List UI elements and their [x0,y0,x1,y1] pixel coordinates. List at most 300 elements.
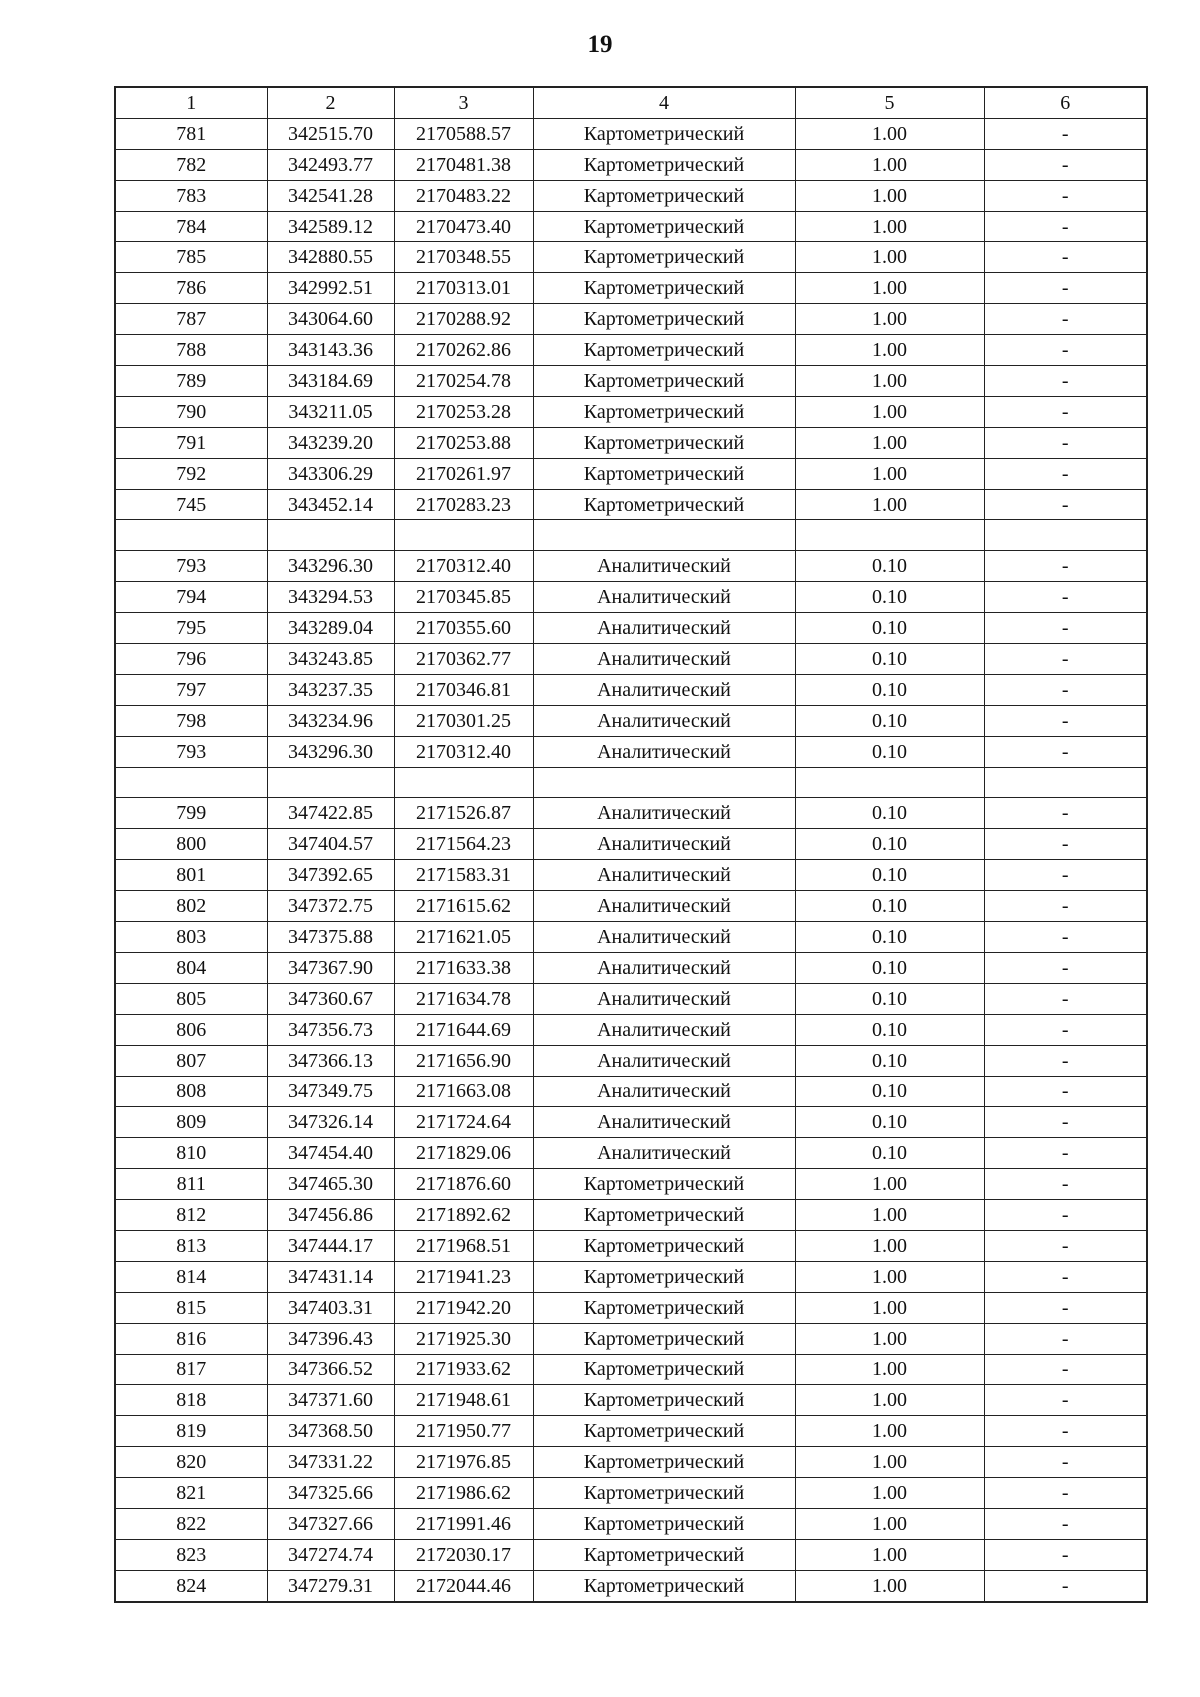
note-cell: - [984,1261,1147,1292]
y-coordinate-cell: 2170313.01 [394,273,533,304]
note-cell: - [984,1354,1147,1385]
point-number-cell: 798 [115,705,267,736]
note-cell: - [984,922,1147,953]
accuracy-cell: 1.00 [795,1323,984,1354]
note-cell: - [984,644,1147,675]
note-cell: - [984,1200,1147,1231]
table-row [115,520,1147,551]
x-coordinate-cell: 347396.43 [267,1323,394,1354]
note-cell: - [984,1076,1147,1107]
method-cell: Картометрический [533,1354,795,1385]
accuracy-cell: 1.00 [795,1570,984,1601]
x-coordinate-cell: 347422.85 [267,798,394,829]
y-coordinate-cell: 2170312.40 [394,551,533,582]
note-cell: - [984,1138,1147,1169]
note-cell: - [984,1107,1147,1138]
x-coordinate-cell: 347331.22 [267,1447,394,1478]
accuracy-cell: 0.10 [795,860,984,891]
method-cell: Картометрический [533,149,795,180]
accuracy-cell [795,767,984,798]
table-header-row [115,87,1147,118]
method-cell: Картометрический [533,335,795,366]
point-number-cell: 787 [115,304,267,335]
y-coordinate-cell: 2171621.05 [394,922,533,953]
accuracy-cell: 1.00 [795,1385,984,1416]
note-cell: - [984,1385,1147,1416]
y-coordinate-cell: 2171948.61 [394,1385,533,1416]
note-cell [984,767,1147,798]
method-cell: Картометрический [533,1508,795,1539]
note-cell: - [984,1416,1147,1447]
method-cell: Аналитический [533,1107,795,1138]
y-coordinate-cell: 2172030.17 [394,1539,533,1570]
x-coordinate-cell: 343296.30 [267,551,394,582]
note-cell: - [984,1447,1147,1478]
table-row [115,860,1147,891]
x-coordinate-cell: 343243.85 [267,644,394,675]
x-coordinate-cell: 347326.14 [267,1107,394,1138]
y-coordinate-cell [394,767,533,798]
point-number-cell: 816 [115,1323,267,1354]
x-coordinate-cell: 342992.51 [267,273,394,304]
y-coordinate-cell: 2171526.87 [394,798,533,829]
table-row [115,211,1147,242]
table-row [115,366,1147,397]
y-coordinate-cell: 2171615.62 [394,891,533,922]
y-coordinate-cell: 2171986.62 [394,1478,533,1509]
note-cell: - [984,304,1147,335]
accuracy-cell: 0.10 [795,736,984,767]
point-number-cell: 791 [115,427,267,458]
x-coordinate-cell: 343143.36 [267,335,394,366]
point-number-cell: 796 [115,644,267,675]
table-row [115,829,1147,860]
y-coordinate-cell: 2170253.88 [394,427,533,458]
point-number-cell [115,520,267,551]
y-coordinate-cell: 2171941.23 [394,1261,533,1292]
note-cell: - [984,1292,1147,1323]
accuracy-cell: 1.00 [795,242,984,273]
point-number-cell: 806 [115,1014,267,1045]
point-number-cell: 800 [115,829,267,860]
point-number-cell: 785 [115,242,267,273]
table-row [115,1447,1147,1478]
accuracy-cell: 1.00 [795,118,984,149]
note-cell: - [984,613,1147,644]
method-cell: Аналитический [533,644,795,675]
y-coordinate-cell: 2170345.85 [394,582,533,613]
method-cell: Аналитический [533,1138,795,1169]
y-coordinate-cell: 2171876.60 [394,1169,533,1200]
point-number-cell: 788 [115,335,267,366]
accuracy-cell: 0.10 [795,1138,984,1169]
point-number-cell [115,767,267,798]
x-coordinate-cell: 347454.40 [267,1138,394,1169]
method-cell: Картометрический [533,180,795,211]
note-cell: - [984,427,1147,458]
accuracy-cell: 1.00 [795,273,984,304]
accuracy-cell: 0.10 [795,705,984,736]
table-row [115,335,1147,366]
note-cell: - [984,891,1147,922]
point-number-cell: 794 [115,582,267,613]
accuracy-cell: 1.00 [795,211,984,242]
table-row [115,922,1147,953]
note-cell: - [984,396,1147,427]
point-number-cell: 820 [115,1447,267,1478]
y-coordinate-cell: 2171933.62 [394,1354,533,1385]
method-cell: Аналитический [533,1076,795,1107]
x-coordinate-cell: 347274.74 [267,1539,394,1570]
table-row [115,1014,1147,1045]
accuracy-cell: 1.00 [795,180,984,211]
accuracy-cell: 0.10 [795,952,984,983]
accuracy-cell: 0.10 [795,551,984,582]
method-cell: Аналитический [533,952,795,983]
point-number-cell: 807 [115,1045,267,1076]
accuracy-cell: 0.10 [795,891,984,922]
column-header: 2 [267,87,394,118]
x-coordinate-cell: 347366.52 [267,1354,394,1385]
method-cell: Картометрический [533,1323,795,1354]
note-cell: - [984,180,1147,211]
point-number-cell: 797 [115,674,267,705]
method-cell: Аналитический [533,983,795,1014]
method-cell: Картометрический [533,396,795,427]
y-coordinate-cell: 2170253.28 [394,396,533,427]
table-row [115,1107,1147,1138]
table-row [115,1323,1147,1354]
table-row [115,613,1147,644]
table-row [115,1539,1147,1570]
accuracy-cell: 0.10 [795,798,984,829]
note-cell: - [984,1570,1147,1601]
point-number-cell: 821 [115,1478,267,1509]
table-row [115,1570,1147,1601]
point-number-cell: 805 [115,983,267,1014]
note-cell: - [984,1539,1147,1570]
table-row [115,1045,1147,1076]
point-number-cell: 781 [115,118,267,149]
note-cell: - [984,149,1147,180]
point-number-cell: 795 [115,613,267,644]
column-header: 6 [984,87,1147,118]
y-coordinate-cell: 2170348.55 [394,242,533,273]
method-cell: Картометрический [533,242,795,273]
note-cell: - [984,366,1147,397]
point-number-cell: 804 [115,952,267,983]
point-number-cell: 782 [115,149,267,180]
x-coordinate-cell: 347366.13 [267,1045,394,1076]
y-coordinate-cell: 2170481.38 [394,149,533,180]
y-coordinate-cell: 2171942.20 [394,1292,533,1323]
note-cell: - [984,983,1147,1014]
y-coordinate-cell: 2171656.90 [394,1045,533,1076]
accuracy-cell: 0.10 [795,983,984,1014]
note-cell: - [984,1508,1147,1539]
x-coordinate-cell: 343184.69 [267,366,394,397]
y-coordinate-cell: 2170588.57 [394,118,533,149]
point-number-cell: 815 [115,1292,267,1323]
point-number-cell: 817 [115,1354,267,1385]
accuracy-cell: 1.00 [795,1416,984,1447]
table-body [115,118,1147,1601]
table-row [115,1478,1147,1509]
table-row [115,1292,1147,1323]
method-cell: Картометрический [533,304,795,335]
x-coordinate-cell: 343306.29 [267,458,394,489]
method-cell: Картометрический [533,366,795,397]
x-coordinate-cell: 343237.35 [267,674,394,705]
x-coordinate-cell: 347375.88 [267,922,394,953]
accuracy-cell: 1.00 [795,427,984,458]
note-cell: - [984,860,1147,891]
table-row [115,705,1147,736]
x-coordinate-cell: 347356.73 [267,1014,394,1045]
table-row [115,1200,1147,1231]
y-coordinate-cell: 2171950.77 [394,1416,533,1447]
table-row [115,582,1147,613]
table-row [115,1230,1147,1261]
table-row [115,427,1147,458]
table-row [115,458,1147,489]
point-number-cell: 814 [115,1261,267,1292]
x-coordinate-cell: 342880.55 [267,242,394,273]
y-coordinate-cell: 2172044.46 [394,1570,533,1601]
y-coordinate-cell: 2170312.40 [394,736,533,767]
y-coordinate-cell: 2171829.06 [394,1138,533,1169]
method-cell: Картометрический [533,489,795,520]
note-cell: - [984,242,1147,273]
note-cell: - [984,1323,1147,1354]
x-coordinate-cell: 347371.60 [267,1385,394,1416]
x-coordinate-cell: 347327.66 [267,1508,394,1539]
point-number-cell: 822 [115,1508,267,1539]
note-cell: - [984,736,1147,767]
method-cell: Картометрический [533,1200,795,1231]
table-row [115,242,1147,273]
method-cell: Картометрический [533,427,795,458]
note-cell: - [984,211,1147,242]
table-row [115,273,1147,304]
method-cell: Картометрический [533,211,795,242]
column-header: 4 [533,87,795,118]
method-cell: Картометрический [533,1416,795,1447]
note-cell: - [984,705,1147,736]
point-number-cell: 802 [115,891,267,922]
table-row [115,1138,1147,1169]
accuracy-cell: 1.00 [795,1169,984,1200]
table-row [115,180,1147,211]
accuracy-cell: 1.00 [795,304,984,335]
note-cell: - [984,674,1147,705]
x-coordinate-cell: 347360.67 [267,983,394,1014]
accuracy-cell: 1.00 [795,335,984,366]
table-row [115,891,1147,922]
note-cell: - [984,1014,1147,1045]
x-coordinate-cell: 342541.28 [267,180,394,211]
y-coordinate-cell: 2170262.86 [394,335,533,366]
accuracy-cell [795,520,984,551]
accuracy-cell: 1.00 [795,149,984,180]
accuracy-cell: 1.00 [795,366,984,397]
accuracy-cell: 1.00 [795,1508,984,1539]
note-cell [984,520,1147,551]
accuracy-cell: 0.10 [795,613,984,644]
accuracy-cell: 0.10 [795,922,984,953]
note-cell: - [984,118,1147,149]
y-coordinate-cell: 2170346.81 [394,674,533,705]
method-cell: Картометрический [533,1261,795,1292]
accuracy-cell: 0.10 [795,644,984,675]
x-coordinate-cell: 347444.17 [267,1230,394,1261]
accuracy-cell: 1.00 [795,396,984,427]
accuracy-cell: 1.00 [795,1261,984,1292]
method-cell [533,520,795,551]
method-cell: Аналитический [533,705,795,736]
method-cell: Аналитический [533,674,795,705]
point-number-cell: 799 [115,798,267,829]
y-coordinate-cell: 2171968.51 [394,1230,533,1261]
method-cell: Картометрический [533,1447,795,1478]
point-number-cell: 793 [115,551,267,582]
note-cell: - [984,582,1147,613]
method-cell: Картометрический [533,1385,795,1416]
y-coordinate-cell: 2170362.77 [394,644,533,675]
point-number-cell: 808 [115,1076,267,1107]
x-coordinate-cell: 347392.65 [267,860,394,891]
table-row [115,149,1147,180]
accuracy-cell: 1.00 [795,1354,984,1385]
y-coordinate-cell: 2170254.78 [394,366,533,397]
y-coordinate-cell: 2171925.30 [394,1323,533,1354]
note-cell: - [984,798,1147,829]
x-coordinate-cell: 343239.20 [267,427,394,458]
y-coordinate-cell: 2171564.23 [394,829,533,860]
note-cell: - [984,1045,1147,1076]
x-coordinate-cell: 343064.60 [267,304,394,335]
y-coordinate-cell: 2170288.92 [394,304,533,335]
y-coordinate-cell: 2171663.08 [394,1076,533,1107]
table-row [115,1076,1147,1107]
point-number-cell: 793 [115,736,267,767]
y-coordinate-cell: 2170301.25 [394,705,533,736]
point-number-cell: 783 [115,180,267,211]
note-cell: - [984,1169,1147,1200]
note-cell: - [984,273,1147,304]
accuracy-cell: 1.00 [795,458,984,489]
x-coordinate-cell: 347404.57 [267,829,394,860]
y-coordinate-cell: 2171976.85 [394,1447,533,1478]
method-cell: Картометрический [533,1169,795,1200]
point-number-cell: 809 [115,1107,267,1138]
method-cell: Картометрический [533,1478,795,1509]
method-cell: Аналитический [533,1014,795,1045]
accuracy-cell: 1.00 [795,489,984,520]
x-coordinate-cell: 343211.05 [267,396,394,427]
x-coordinate-cell: 342515.70 [267,118,394,149]
x-coordinate-cell: 343452.14 [267,489,394,520]
y-coordinate-cell: 2170283.23 [394,489,533,520]
point-number-cell: 792 [115,458,267,489]
method-cell [533,767,795,798]
x-coordinate-cell: 347279.31 [267,1570,394,1601]
table-row [115,736,1147,767]
note-cell: - [984,1478,1147,1509]
table-row [115,118,1147,149]
point-number-cell: 784 [115,211,267,242]
y-coordinate-cell: 2171583.31 [394,860,533,891]
x-coordinate-cell: 347403.31 [267,1292,394,1323]
accuracy-cell: 0.10 [795,1076,984,1107]
column-header: 5 [795,87,984,118]
x-coordinate-cell: 342589.12 [267,211,394,242]
accuracy-cell: 0.10 [795,1045,984,1076]
y-coordinate-cell: 2170483.22 [394,180,533,211]
method-cell: Аналитический [533,613,795,644]
table-row [115,396,1147,427]
note-cell: - [984,458,1147,489]
x-coordinate-cell: 342493.77 [267,149,394,180]
method-cell: Картометрический [533,1292,795,1323]
table-row [115,304,1147,335]
point-number-cell: 810 [115,1138,267,1169]
method-cell: Аналитический [533,922,795,953]
accuracy-cell: 1.00 [795,1230,984,1261]
x-coordinate-cell: 343294.53 [267,582,394,613]
method-cell: Аналитический [533,1045,795,1076]
y-coordinate-cell: 2171724.64 [394,1107,533,1138]
point-number-cell: 745 [115,489,267,520]
point-number-cell: 823 [115,1539,267,1570]
x-coordinate-cell: 347465.30 [267,1169,394,1200]
x-coordinate-cell: 347325.66 [267,1478,394,1509]
x-coordinate-cell: 343289.04 [267,613,394,644]
y-coordinate-cell: 2170261.97 [394,458,533,489]
point-number-cell: 813 [115,1230,267,1261]
accuracy-cell: 1.00 [795,1292,984,1323]
accuracy-cell: 1.00 [795,1539,984,1570]
point-number-cell: 811 [115,1169,267,1200]
coordinates-table [114,86,1148,1603]
x-coordinate-cell: 347349.75 [267,1076,394,1107]
method-cell: Аналитический [533,736,795,767]
method-cell: Аналитический [533,582,795,613]
point-number-cell: 803 [115,922,267,953]
x-coordinate-cell: 347372.75 [267,891,394,922]
method-cell: Аналитический [533,798,795,829]
x-coordinate-cell: 343234.96 [267,705,394,736]
accuracy-cell: 0.10 [795,674,984,705]
table-row [115,1508,1147,1539]
table-row [115,1385,1147,1416]
accuracy-cell: 1.00 [795,1200,984,1231]
table-row [115,1416,1147,1447]
y-coordinate-cell: 2170355.60 [394,613,533,644]
y-coordinate-cell: 2171633.38 [394,952,533,983]
x-coordinate-cell: 347368.50 [267,1416,394,1447]
table-row [115,1354,1147,1385]
x-coordinate-cell: 343296.30 [267,736,394,767]
method-cell: Аналитический [533,551,795,582]
table-row [115,551,1147,582]
method-cell: Аналитический [533,860,795,891]
method-cell: Картометрический [533,118,795,149]
method-cell: Картометрический [533,273,795,304]
point-number-cell: 801 [115,860,267,891]
y-coordinate-cell: 2171892.62 [394,1200,533,1231]
accuracy-cell: 1.00 [795,1478,984,1509]
